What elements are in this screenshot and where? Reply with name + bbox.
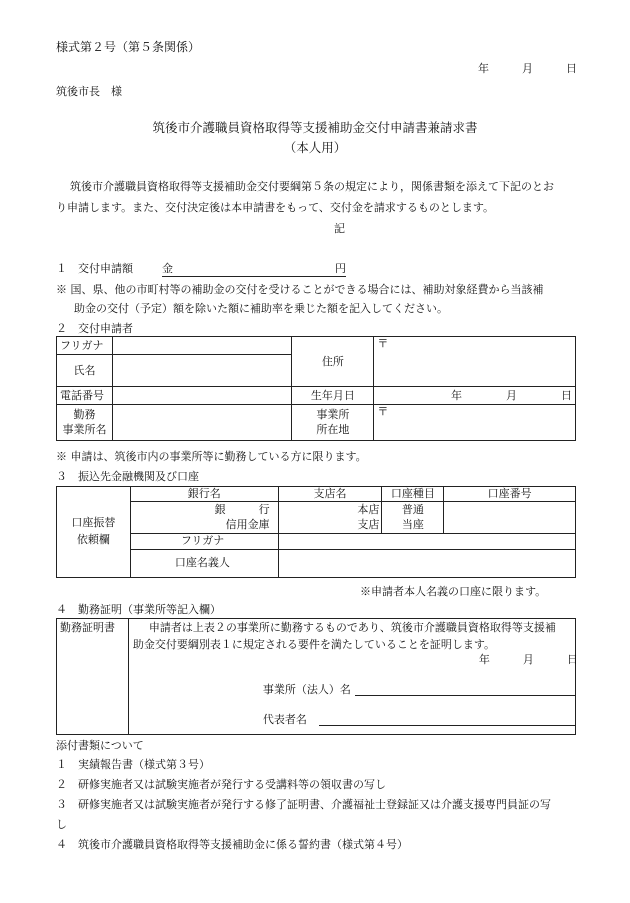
transfer-label-2: 依頼欄: [76, 532, 110, 546]
intro-line-2: り申請します。また、交付決定後は本申請書をもって、交付金を請求するものとします。: [56, 201, 495, 214]
transfer-label-1: 口座振替: [71, 516, 116, 530]
address-label: 住所: [292, 337, 374, 387]
holder-furigana-input[interactable]: [278, 533, 575, 549]
bank-name-header: 銀行名: [130, 487, 278, 502]
form-number: 様式第２号（第５条関係）: [56, 40, 201, 54]
honten-suffix: 本店: [357, 502, 380, 516]
section4-label: ４ 勤務証明（事業所等記入欄）: [56, 603, 221, 616]
yen-label: 円: [335, 262, 346, 275]
kin-label: 金: [162, 262, 173, 275]
attachments-heading: 添付書類について: [56, 739, 144, 752]
phone-label: 電話番号: [57, 387, 113, 405]
shinkin-suffix: 信用金庫: [225, 518, 270, 532]
document-title: 筑後市介護職員資格取得等支援補助金交付申請書兼請求書: [152, 120, 478, 135]
holder-input[interactable]: [278, 549, 575, 577]
postal-mark: 〒: [377, 337, 389, 350]
rep-label: 代表者名: [262, 713, 307, 726]
transfer-label: [57, 487, 131, 578]
attachment-item-3: ３ 研修実施者又は試験実施者が発行する修了証明書、介護福祉士登録証又は介護支援専門員証の写: [56, 798, 551, 811]
furigana-input[interactable]: [112, 337, 292, 355]
phone-input[interactable]: [112, 387, 292, 405]
attachment-item-3-cont: し: [56, 818, 67, 831]
workplace-label-2: 事業所名: [62, 422, 107, 436]
birthdate-label: 生年月日: [292, 387, 374, 405]
workplace-input[interactable]: [112, 405, 292, 441]
attachment-item-1: １ 実績報告書（様式第３号）: [56, 758, 210, 771]
branch-name-cell[interactable]: [278, 501, 382, 533]
bank-table: [56, 486, 576, 578]
bank-suffix: 銀 行: [214, 502, 270, 516]
cert-body: [128, 619, 578, 735]
document-subtitle: （本人用）: [283, 140, 347, 155]
postal-mark-2: 〒: [377, 405, 389, 418]
rep-input[interactable]: [319, 725, 575, 726]
section3-note: ※申請者本人名義の口座に限ります。: [360, 585, 547, 598]
name-label: 氏名: [57, 355, 113, 387]
section1-note-2: 助金の交付（予定）額を除いた額に補助率を乗じた額を記入してください。: [74, 302, 448, 315]
holder-label: 口座名義人: [130, 549, 278, 577]
cert-date[interactable]: 年 月 日: [478, 653, 578, 666]
branch-name-header: 支店名: [278, 487, 382, 502]
shiten-suffix: 支店: [357, 518, 380, 532]
account-number-header: 口座番号: [444, 487, 576, 502]
workplace-label: [57, 405, 113, 441]
cert-text-2: 助金交付要綱別表１に規定される要件を満たしていることを証明します。: [132, 638, 496, 651]
office-name-input[interactable]: [355, 695, 575, 696]
office-location-input[interactable]: [374, 405, 576, 441]
section2-label: ２ 交付申請者: [56, 322, 133, 335]
section2-note: ※ 申請は、筑後市内の事業所等に勤務している方に限ります。: [56, 450, 367, 463]
holder-furigana-label: フリガナ: [130, 533, 278, 549]
account-type-header: 口座種目: [382, 487, 444, 502]
office-name-label: 事業所（法人）名: [262, 683, 351, 696]
attachment-item-4: ４ 筑後市介護職員資格取得等支援補助金に係る誓約書（様式第４号）: [56, 838, 408, 851]
section1-note-1: ※ 国、県、他の市町村等の補助金の交付を受けることができる場合には、補助対象経費から当該補: [56, 283, 544, 296]
futsu-option[interactable]: 普通: [401, 502, 424, 516]
furigana-label: フリガナ: [57, 337, 113, 355]
employment-cert-table: [56, 618, 576, 735]
birthdate-input[interactable]: 年 月 日: [374, 387, 576, 405]
cert-label: 勤務証明書: [57, 619, 129, 735]
intro-line-1: 筑後市介護職員資格取得等支援補助金交付要綱第５条の規定により，関係書類を添えて下記のとお: [70, 180, 554, 193]
section1-label: １ 交付申請額: [56, 262, 133, 275]
applicant-table: [56, 336, 576, 441]
amount-field[interactable]: [162, 262, 346, 277]
office-location-label-2: 所在地: [316, 422, 350, 436]
toza-option[interactable]: 当座: [401, 518, 424, 532]
address-input[interactable]: [374, 337, 576, 387]
office-location-label-1: 事業所: [316, 408, 350, 422]
ki-mark: 記: [334, 222, 345, 235]
account-type-cell[interactable]: [382, 501, 444, 533]
bank-name-cell[interactable]: [130, 501, 278, 533]
addressee: 筑後市長 様: [56, 85, 122, 98]
header-date: 年 月 日: [478, 62, 577, 75]
name-input[interactable]: [112, 355, 292, 387]
attachment-item-2: ２ 研修実施者又は試験実施者が発行する受講料等の領収書の写し: [56, 778, 386, 791]
cert-text-1: 申請者は上表２の事業所に勤務するものであり、筑後市介護職員資格取得等支援補: [148, 621, 556, 634]
workplace-label-1: 勤務: [73, 408, 96, 422]
account-number-cell[interactable]: [444, 501, 576, 533]
section3-label: ３ 振込先金融機関及び口座: [56, 470, 199, 483]
office-location-label: [292, 405, 374, 441]
